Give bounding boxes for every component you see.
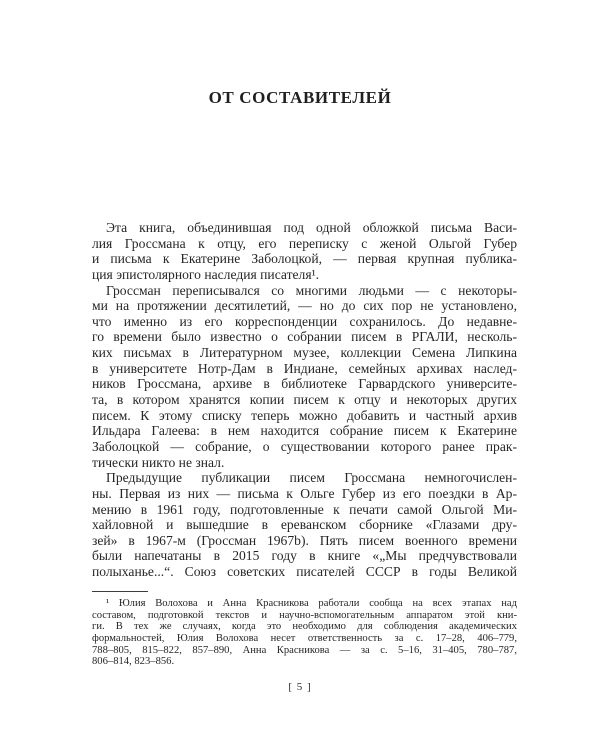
text-line: формальностей, Юлия Волохова несет ответственность за с. 17–28, 406–779, <box>92 633 517 645</box>
text-line: та, в котором хранятся копии писем к отцу и некоторых других <box>92 392 517 408</box>
text-line: мению в 1961 году, подготовленные к печати самой Ольгой Ми- <box>92 501 517 517</box>
text-line: ны. Первая из них — письма к Ольге Губер из его поездки в Ар- <box>92 485 517 501</box>
paragraph <box>92 220 517 283</box>
footnote <box>92 598 517 668</box>
text-line: ми на протяжении десятилетий, — но до сих пор не установлено, <box>92 298 517 314</box>
footnote-divider <box>92 591 148 592</box>
text-line: в университете Нотр-Дам в Индиане, семейных архивах наслед- <box>92 360 517 376</box>
text-line: Заболоцкой — собрание, о существовании которого ранее прак- <box>92 438 517 454</box>
text-line: 806–814, 823–856. <box>92 656 175 668</box>
text-line: зей» в 1967-м (Гроссман 1967b). Пять писем военного времени <box>92 532 517 548</box>
text-line: тически никто не знал. <box>92 454 225 470</box>
text-line: ких письмах в Литературном музее, коллекции Семена Липкина <box>92 345 517 361</box>
page-title: ОТ СОСТАВИТЕЛЕЙ <box>208 88 392 108</box>
text-line: и письма к Екатерине Заболоцкой, — первая крупная публика- <box>92 251 517 267</box>
text-line: хайловной и вышедшие в ереванском сборнике «Глазами дру- <box>92 517 517 533</box>
text-line: го времени было известно о собрании писем в РГАЛИ, несколь- <box>92 329 517 345</box>
text-line: лия Гроссмана к отцу, его переписку с женой Ольгой Губер <box>92 235 517 251</box>
text-line: ников Гроссмана, архиве в библиотеке Гарвардского университе- <box>92 376 517 392</box>
text-line: Эта книга, объединившая под одной обложкой письма Васи- <box>106 220 517 235</box>
paragraph <box>92 598 517 668</box>
text-line: Ильдара Галеева: в нем находится собрание писем к Екатерине <box>92 423 517 439</box>
text-line: ¹ Юлия Волохова и Анна Красникова работали сообща на всех этапах над <box>106 598 517 609</box>
text-line: были напечатаны в 2015 году в книге «„Мы предчувствовали <box>92 548 517 564</box>
text-line: Предыдущие публикации писем Гроссмана немногочислен- <box>106 470 517 486</box>
text-line: составом, подготовкой текстов и научно-вспомогательным аппаратом этой кни- <box>92 609 517 621</box>
text-line: полыханье...“. Союз советских писателей СССР в годы Великой <box>92 564 517 580</box>
paragraph <box>92 283 517 471</box>
paragraph <box>92 470 517 579</box>
text-line: ги. В тех же случаях, когда это необходимо для соблюдения академических <box>92 621 517 633</box>
body-text <box>92 220 517 580</box>
text-line: что именно из его корреспонденции сохранилось. До недавне- <box>92 313 517 329</box>
text-line: Гроссман переписывался со многими людьми — с некоторы- <box>106 282 517 298</box>
text-line: 788–805, 815–822, 857–890, Анна Красникова — за с. 5–16, 31–405, 780–787, <box>92 644 517 656</box>
text-line: ция эпистолярного наследия писателя¹. <box>92 266 320 282</box>
page-number: [ 5 ] <box>288 681 312 693</box>
text-line: писем. К этому списку теперь можно добавить и частный архив <box>92 407 517 423</box>
